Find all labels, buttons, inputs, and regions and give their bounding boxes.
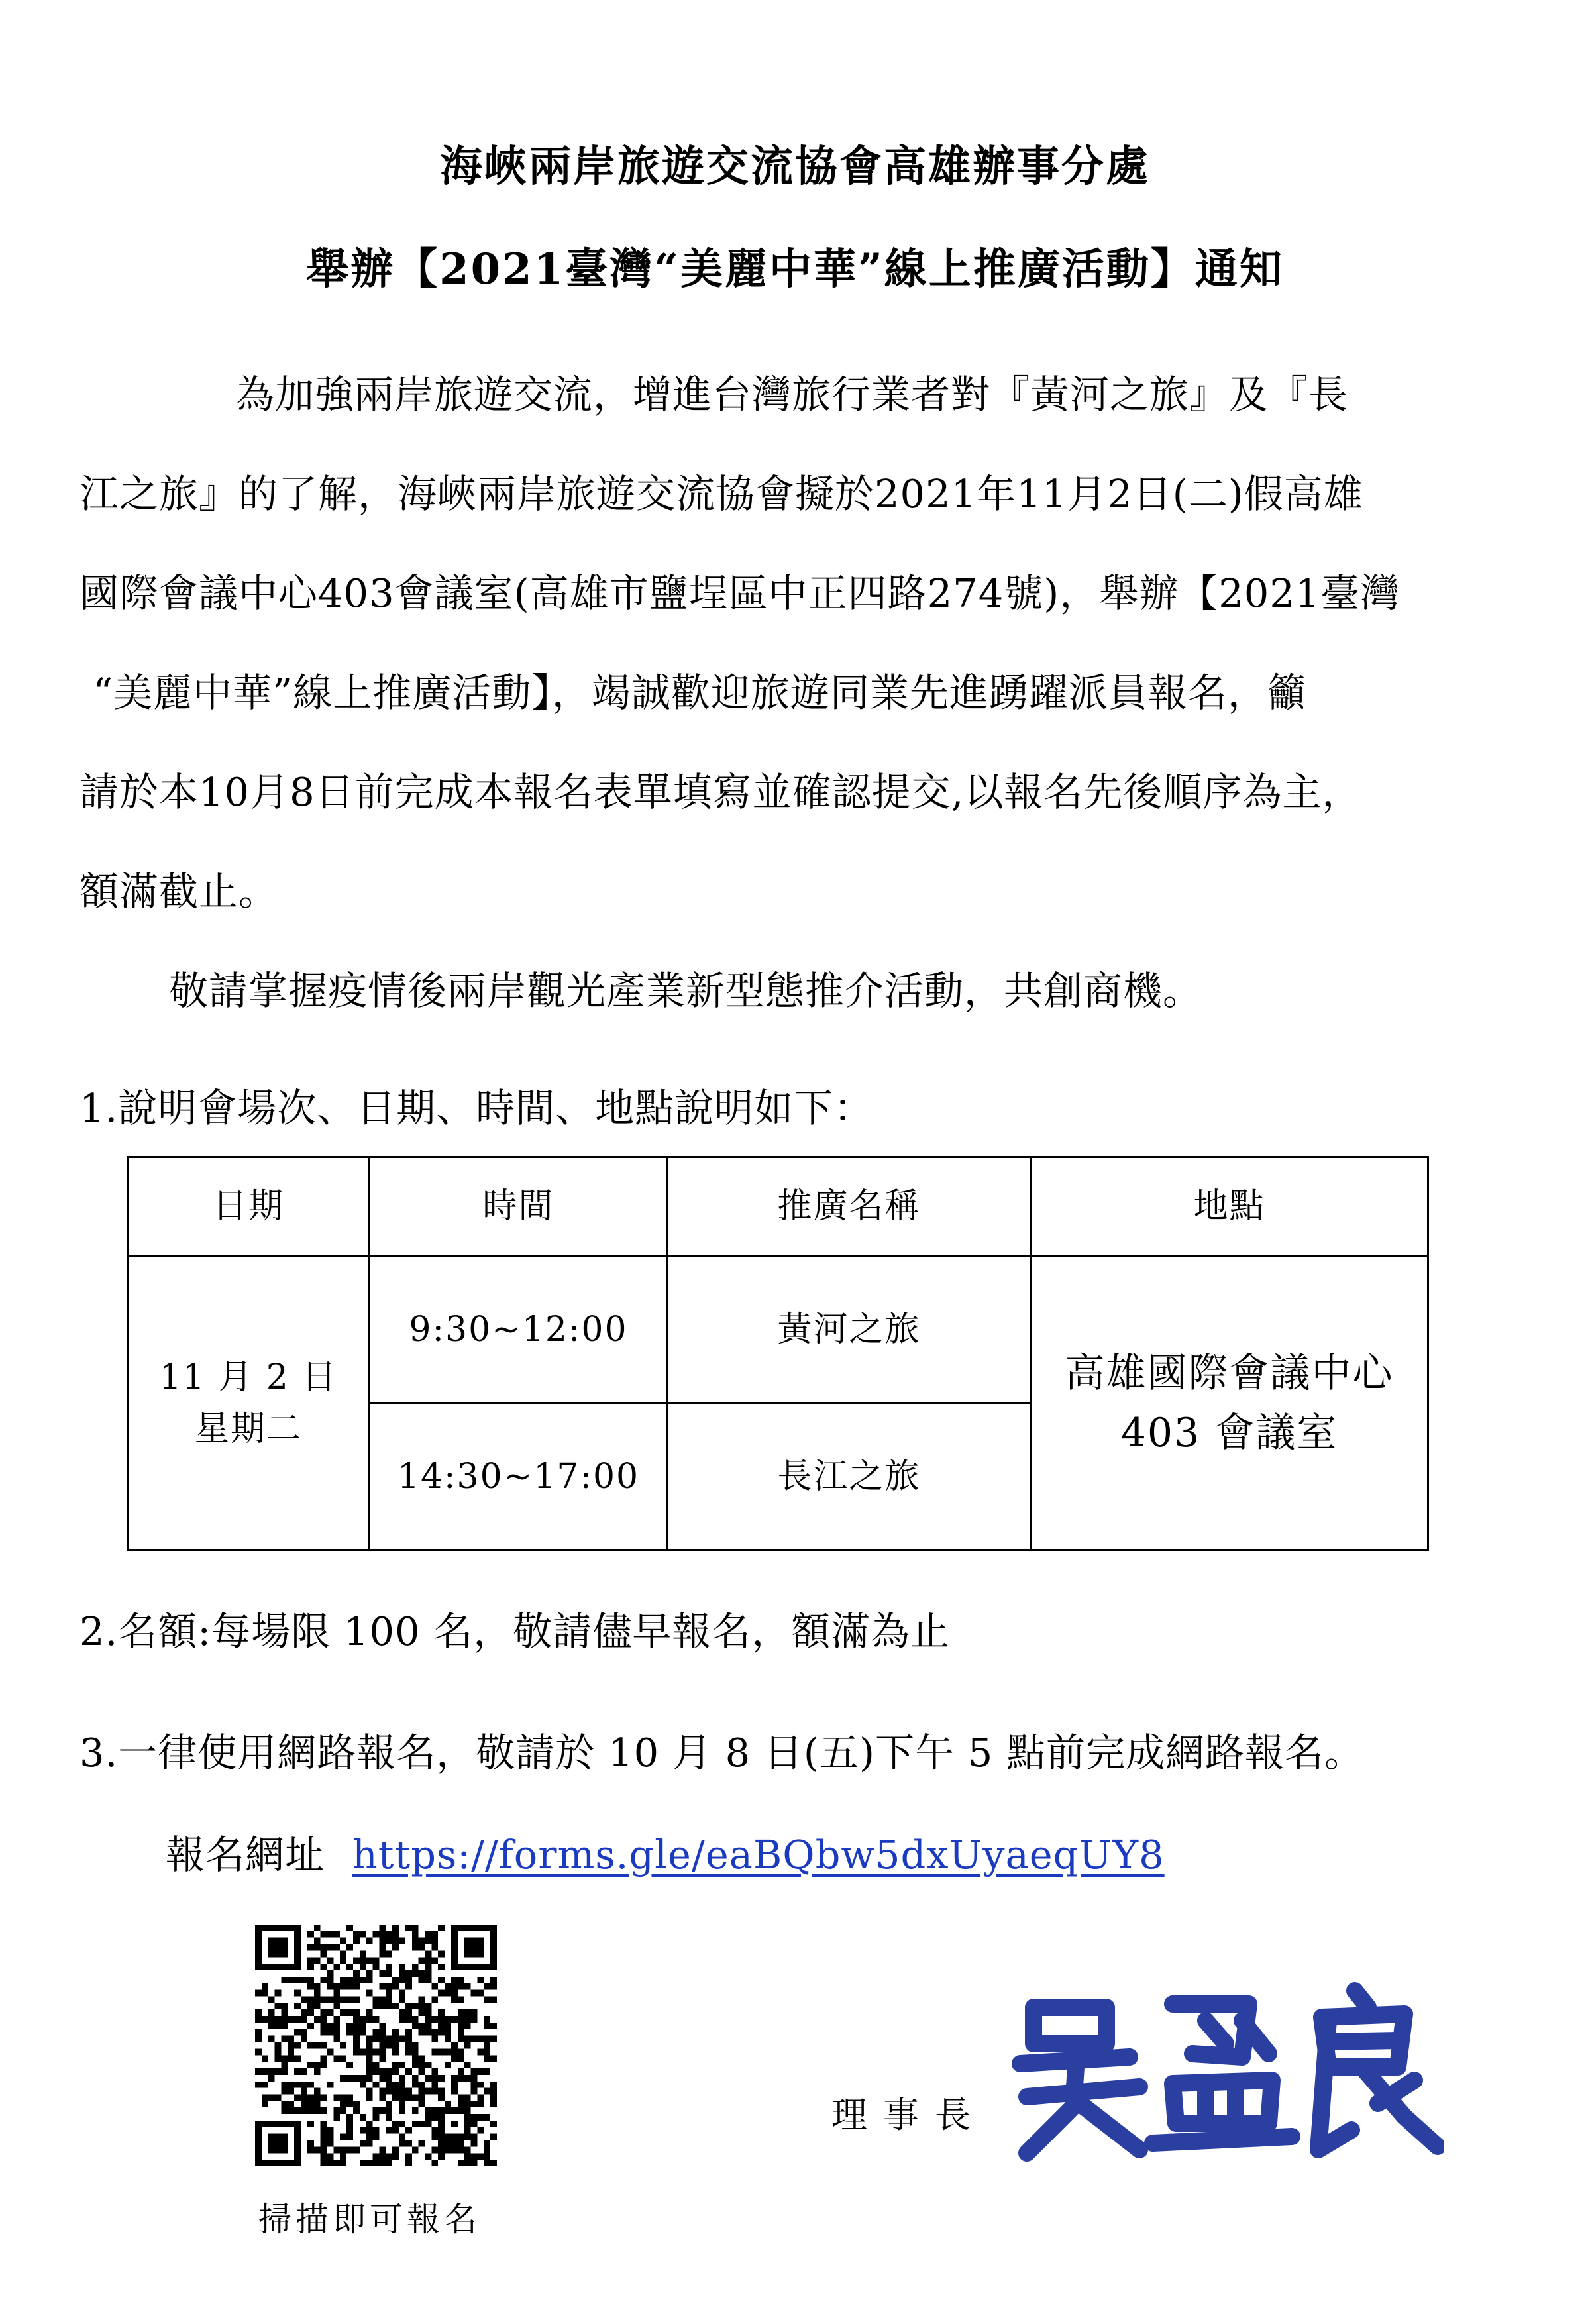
session-1-time: 9:30~12:00: [370, 1256, 668, 1403]
registration-label: 報名網址: [166, 1832, 325, 1877]
signature-image: [1007, 1981, 1444, 2166]
intro-line-4: “美麗中華”線上推廣活動】，竭誠歡迎旅遊同業先進踴躍派員報名，籲: [93, 670, 1307, 715]
item-2: 2.名額:每場限 100 名，敬請儘早報名，額滿為止: [80, 1609, 951, 1654]
venue-line-2: 403 會議室: [1120, 1409, 1338, 1456]
closing-line: 敬請掌握疫情後兩岸觀光產業新型態推介活動，共創商機。: [169, 968, 1203, 1014]
intro-line-6: 額滿截止。: [80, 869, 279, 914]
item-1: 1.說明會場次、日期、時間、地點說明如下：: [80, 1085, 874, 1131]
qr-caption: 掃描即可報名: [258, 2200, 481, 2239]
intro-line-5: 請於本10月8日前完成本報名表單填寫並確認提交,以報名先後順序為主，: [80, 769, 1362, 815]
date-cell: [128, 1256, 370, 1550]
header-event-name: 推廣名稱: [668, 1157, 1031, 1256]
schedule-table: [127, 1156, 1429, 1551]
date-value: 11 月 2 日: [159, 1357, 338, 1397]
signatory-title: 理事長: [831, 2094, 986, 2136]
weekday-value: 星期二: [194, 1408, 302, 1449]
registration-row: [166, 1823, 1165, 1879]
header-time: 時間: [370, 1157, 668, 1256]
intro-line-1: 為加強兩岸旅遊交流，增進台灣旅行業者對『黃河之旅』及『長: [235, 372, 1349, 417]
header-location: 地點: [1031, 1157, 1428, 1256]
registration-link[interactable]: https://forms.gle/eaBQbw5dxUyaeqUY8: [352, 1832, 1165, 1877]
intro-line-2: 江之旅』的了解，海峽兩岸旅遊交流協會擬於2021年11月2日(二)假高雄: [80, 471, 1363, 517]
document-title: 海峽兩岸旅遊交流協會高雄辦事分處: [440, 142, 1150, 191]
qr-code[interactable]: [255, 1925, 497, 2166]
session-2-time: 14:30~17:00: [370, 1403, 668, 1550]
table-row: [128, 1256, 1428, 1403]
session-2-name: 長江之旅: [668, 1403, 1031, 1550]
venue-line-1: 高雄國際會議中心: [1065, 1349, 1394, 1397]
document-subtitle: 舉辦【2021臺灣“美麗中華”線上推廣活動】通知: [306, 244, 1284, 294]
item-3: 3.一律使用網路報名，敬請於 10 月 8 日(五)下午 5 點前完成網路報名。: [80, 1730, 1365, 1775]
intro-line-3: 國際會議中心403會議室(高雄市鹽埕區中正四路274號)，舉辦【2021臺灣: [80, 570, 1401, 616]
session-1-name: 黃河之旅: [668, 1256, 1031, 1403]
table-header-row: [128, 1157, 1428, 1256]
header-date: 日期: [128, 1157, 370, 1256]
venue-cell: [1031, 1256, 1428, 1550]
